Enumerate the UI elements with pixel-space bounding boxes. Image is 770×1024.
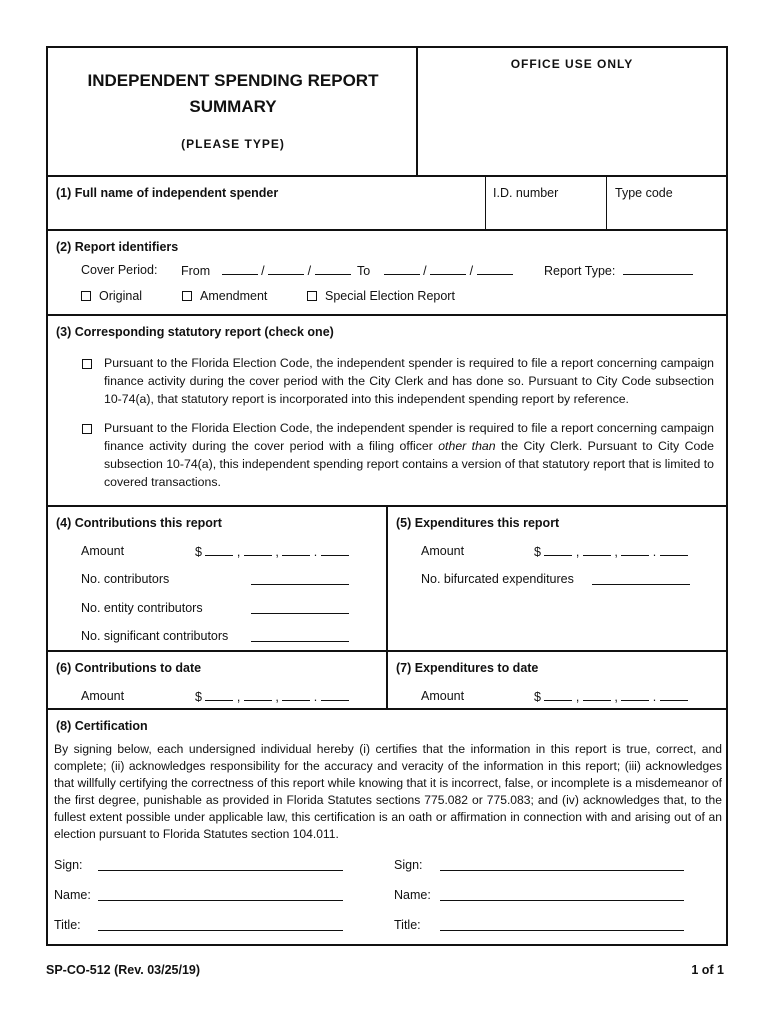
section-4-amount: $ , , .	[195, 544, 349, 559]
section-3-label: (3) Corresponding statutory report (check one)	[56, 325, 334, 339]
s5-amount-field-2[interactable]	[583, 544, 611, 556]
s5-amount-field-3[interactable]	[621, 544, 649, 556]
from-month-field[interactable]	[222, 263, 258, 275]
title-field-right[interactable]	[440, 919, 684, 931]
s7-amount-field-1[interactable]	[544, 689, 572, 701]
to-label: To	[357, 264, 371, 278]
sign-field-right[interactable]	[440, 859, 684, 871]
section-1	[48, 177, 726, 231]
s4-amount-field-3[interactable]	[282, 544, 310, 556]
form-id: SP-CO-512 (Rev. 03/25/19)	[46, 963, 201, 977]
cover-period-to: To / /	[357, 263, 513, 278]
s6-amount-field-1[interactable]	[205, 689, 233, 701]
s6-amount-field-2[interactable]	[244, 689, 272, 701]
section-2-label: (2) Report identifiers	[56, 240, 179, 254]
s7-amount-field-4[interactable]	[660, 689, 688, 701]
special-election-option[interactable]: Special Election Report	[307, 289, 455, 303]
section-4-amount-label: Amount	[81, 544, 125, 558]
section-2	[48, 231, 726, 316]
from-day-field[interactable]	[268, 263, 304, 275]
form-title	[48, 68, 418, 120]
section-6-amount-label: Amount	[81, 689, 125, 703]
report-type-field[interactable]	[623, 263, 693, 275]
special-election-checkbox[interactable]	[307, 291, 317, 301]
s5-amount-field-1[interactable]	[544, 544, 572, 556]
s4-amount-field-4[interactable]	[321, 544, 349, 556]
no-contributors-field[interactable]	[251, 573, 349, 585]
section-8	[48, 710, 726, 944]
from-label: From	[181, 264, 211, 278]
name-label-left: Name:	[54, 888, 91, 902]
type-code-label: Type code	[615, 186, 673, 200]
from-year-field[interactable]	[315, 263, 351, 275]
section-4-5	[48, 507, 726, 652]
s4-amount-field-2[interactable]	[244, 544, 272, 556]
option-1-checkbox[interactable]	[82, 359, 92, 369]
title-line-2: SUMMARY	[189, 97, 277, 116]
report-type	[544, 263, 693, 278]
no-significant-field[interactable]	[251, 630, 349, 642]
section-5-label: (5) Expenditures this report	[396, 516, 560, 530]
page-number: 1 of 1	[691, 963, 724, 977]
section-6-label: (6) Contributions to date	[56, 661, 202, 675]
header-row	[48, 48, 726, 177]
title-field-left[interactable]	[98, 919, 343, 931]
no-bifurcated-label: No. bifurcated expenditures	[421, 572, 574, 586]
section-7-label: (7) Expenditures to date	[396, 661, 539, 675]
office-use-label: OFFICE USE ONLY	[510, 57, 634, 71]
s4-amount-field-1[interactable]	[205, 544, 233, 556]
id-number-label: I.D. number	[493, 186, 559, 200]
amendment-option[interactable]: Amendment	[182, 289, 267, 303]
section-4-label: (4) Contributions this report	[56, 516, 222, 530]
sign-field-left[interactable]	[98, 859, 343, 871]
report-form	[46, 46, 728, 946]
title-line-1: INDEPENDENT SPENDING REPORT	[87, 71, 379, 90]
certification-text: By signing below, each undersigned individual hereby (i) certifies that the information in this report is true, correct, and complete; (ii) acknowledges responsibility for the accuracy and veracity of the information in this report; (iii) acknowledges that willfully certifying the correctness of this report while knowing that it is incorrect, false, or incomplete is a misdemeanor of the first degree, punishable as provided in Florida Statutes sections 775.082 or 775.083; and (iv) acknowledges that, to the fullest extent possible under applicable law, this certification is an oath or affirmation in connection with and arising out of an election pursuant to Florida Statutes section 104.011.	[54, 742, 722, 841]
section-5-amount-label: Amount	[421, 544, 465, 558]
name-field-left[interactable]	[98, 889, 343, 901]
no-contributors-label: No. contributors	[81, 572, 170, 586]
section-1-divider-b	[606, 177, 607, 229]
s5-amount-field-4[interactable]	[660, 544, 688, 556]
section-7-amount: $ , , .	[534, 689, 688, 704]
cover-period-from: From / /	[181, 263, 351, 278]
section-5-amount: $ , , .	[534, 544, 688, 559]
amendment-checkbox[interactable]	[182, 291, 192, 301]
section-8-label: (8) Certification	[56, 719, 148, 733]
name-field-right[interactable]	[440, 889, 684, 901]
section-3	[48, 316, 726, 507]
sign-label-left: Sign:	[54, 858, 83, 872]
option-2-checkbox[interactable]	[82, 424, 92, 434]
section-1-label: (1) Full name of independent spender	[56, 186, 279, 200]
section-6-amount: $ , , .	[195, 689, 349, 704]
report-type-label: Report Type:	[544, 264, 616, 278]
title-label-right: Title:	[394, 918, 421, 932]
section-7-amount-label: Amount	[421, 689, 465, 703]
s7-amount-field-3[interactable]	[621, 689, 649, 701]
original-checkbox[interactable]	[81, 291, 91, 301]
section-6-7-divider	[386, 652, 388, 708]
original-option[interactable]: Original	[81, 289, 142, 303]
sign-label-right: Sign:	[394, 858, 423, 872]
cover-period-label: Cover Period:	[81, 263, 158, 277]
option-2-text: Pursuant to the Florida Election Code, the independent spender is required to file a report concerning campaign finance activity during the cover period with a filing officer other than the City Clerk. Pursuant to City Code subsection 10-74(a), this independent spending report contains a version of that statutory report that is limited to covered transactions.	[104, 421, 714, 489]
s7-amount-field-2[interactable]	[583, 689, 611, 701]
to-day-field[interactable]	[430, 263, 466, 275]
to-month-field[interactable]	[384, 263, 420, 275]
section-1-divider-a	[485, 177, 486, 229]
no-entity-field[interactable]	[251, 602, 349, 614]
s6-amount-field-4[interactable]	[321, 689, 349, 701]
to-year-field[interactable]	[477, 263, 513, 275]
option-1-text: Pursuant to the Florida Election Code, the independent spender is required to file a report concerning campaign finance activity during the cover period with the City Clerk and has done so. Pursuant to City Code subsection 10-74(a), that statutory report is incorporated into this independent spending report by reference.	[104, 356, 714, 406]
section-6-7	[48, 652, 726, 710]
no-entity-label: No. entity contributors	[81, 601, 203, 615]
no-significant-label: No. significant contributors	[81, 629, 229, 643]
title-label-left: Title:	[54, 918, 81, 932]
name-label-right: Name:	[394, 888, 431, 902]
please-type: (PLEASE TYPE)	[181, 137, 285, 151]
s6-amount-field-3[interactable]	[282, 689, 310, 701]
section-4-5-divider	[386, 507, 388, 650]
no-bifurcated-field[interactable]	[592, 573, 690, 585]
